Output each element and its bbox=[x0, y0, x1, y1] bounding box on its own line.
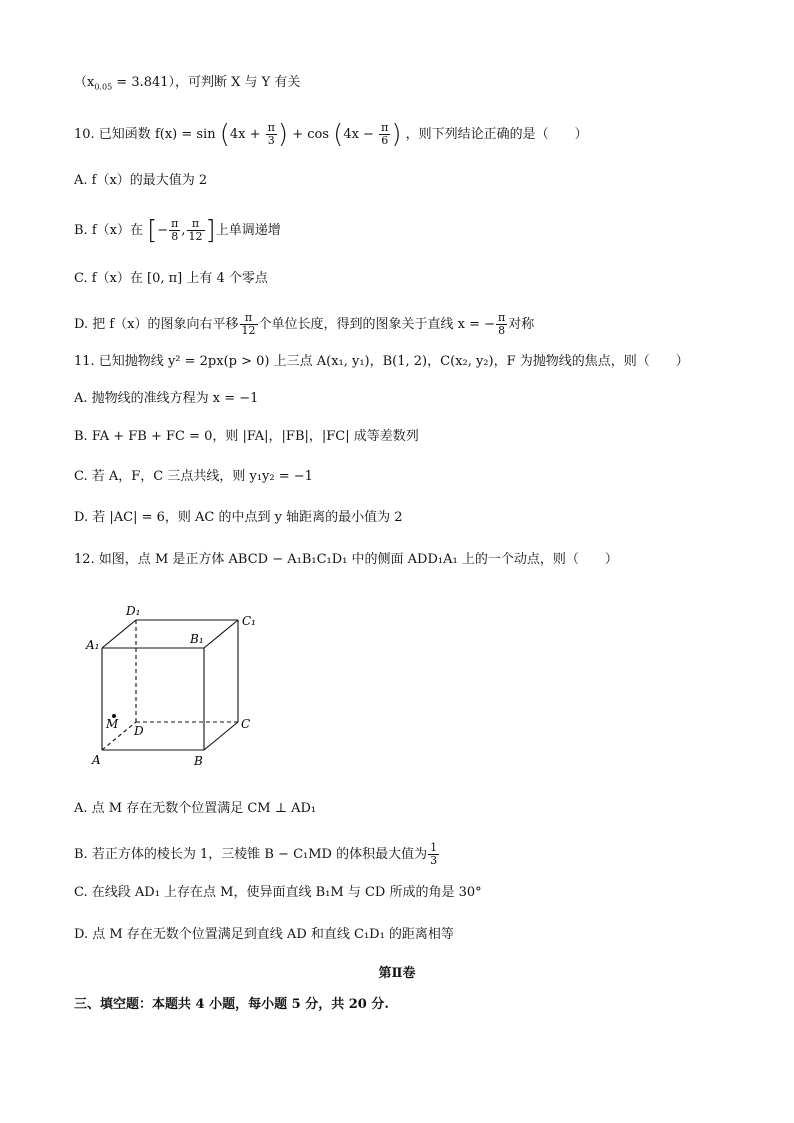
question-11-option-d: D. 若 |AC| = 6，则 AC 的中点到 y 轴距离的最小值为 2 bbox=[74, 510, 403, 525]
edge-b-c bbox=[204, 722, 238, 750]
label-m: M bbox=[106, 717, 119, 731]
question-10-option-a: A. f（x）的最大值为 2 bbox=[74, 173, 208, 188]
part-2-heading: 第Ⅱ卷 bbox=[378, 966, 416, 981]
question-11-stem: 11. 已知抛物线 y² = 2px(p > 0) 上三点 A(x₁, y₁)，B(1, 2)，C(x₂, y₂)，F 为抛物线的焦点，则（ ） bbox=[74, 354, 689, 369]
question-12-option-a: A. 点 M 存在无数个位置满足 CM ⊥ AD₁ bbox=[74, 801, 317, 816]
cube-figure bbox=[84, 598, 274, 770]
question-12-stem: 12. 如图，点 M 是正方体 ABCD − A₁B₁C₁D₁ 中的侧面 ADD₁A₁ 上的一个动点，则（ ） bbox=[74, 552, 618, 567]
label-b1: B₁ bbox=[190, 632, 204, 646]
question-12-option-b: B. 若正方体的棱长为 1，三棱锥 B − C₁MD 的体积最大值为 $\frac{1}{3}$ bbox=[74, 841, 438, 867]
question-10-option-b: B. f（x）在 [− $\frac{\pi}{8}$ , $\frac{\pi}{12}$ ]上单调递增 bbox=[74, 215, 281, 246]
question-10-option-d: D. 把 f（x）的图象向右平移 $\frac{\pi}{12}$ 个单位长度，得到的图象关于直线 x = − $\frac{\pi}{8}$ 对称 bbox=[74, 311, 535, 337]
label-b: B bbox=[194, 754, 203, 768]
label-a: A bbox=[92, 753, 101, 767]
edge-b1-c1 bbox=[204, 620, 238, 648]
section-3-heading: 三、填空题：本题共 4 小题，每小题 5 分，共 20 分. bbox=[74, 997, 389, 1012]
question-11-option-c: C. 若 A，F，C 三点共线，则 y₁y₂ = −1 bbox=[74, 469, 313, 484]
question-10-stem: 10. 已知函数 f(x) = sin (4x + $\frac{\pi}{3}$ ) + cos (4x − $\frac{\pi}{6}$ ) ，则下列结论正确的是（ ） bbox=[74, 119, 588, 150]
question-11-option-b: B. FA + FB + FC = 0，则 |FA|，|FB|，|FC| 成等差数列 bbox=[74, 429, 419, 444]
label-d1: D₁ bbox=[126, 604, 141, 618]
question-12-option-d: D. 点 M 存在无数个位置满足到直线 AD 和直线 C₁D₁ 的距离相等 bbox=[74, 927, 454, 942]
question-10-option-c: C. f（x）在 [0, π] 上有 4 个零点 bbox=[74, 271, 268, 286]
question-11-option-a: A. 抛物线的准线方程为 x = −1 bbox=[74, 391, 259, 406]
question-12-option-c: C. 在线段 AD₁ 上存在点 M，使异面直线 B₁M 与 CD 所成的角是 30° bbox=[74, 885, 482, 900]
edge-a1-d1 bbox=[102, 620, 136, 648]
label-c1: C₁ bbox=[242, 614, 256, 628]
label-c: C bbox=[241, 717, 251, 731]
prev-question-tail: $(x_{0.05} = 3.841)$，可判断 X 与 Y 有关 bbox=[74, 75, 301, 92]
label-a1: A₁ bbox=[86, 638, 100, 652]
label-d: D bbox=[134, 724, 144, 738]
